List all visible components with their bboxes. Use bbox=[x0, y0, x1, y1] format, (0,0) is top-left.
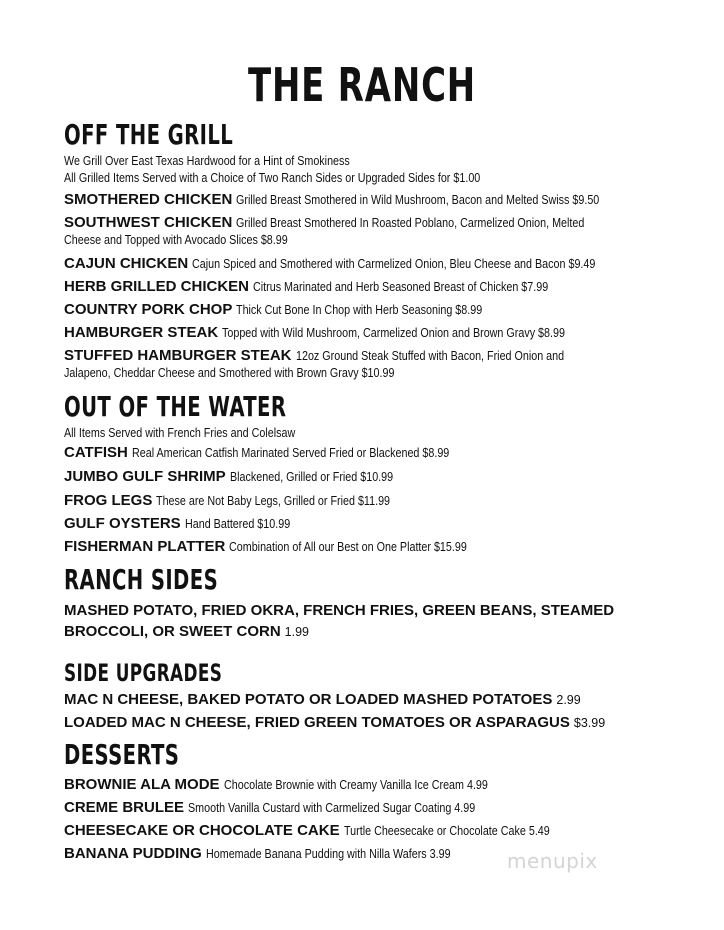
menu-item bbox=[64, 255, 664, 273]
section-heading-desserts: DESSERTS bbox=[64, 738, 180, 771]
menu-item bbox=[64, 492, 664, 510]
item-description-continued: Jalapeno, Cheddar Cheese and Smothered with Brown Gravy $10.99 bbox=[64, 366, 395, 380]
item-description: Chocolate Brownie with Creamy Vanilla Ice Cream 4.99 bbox=[223, 778, 488, 792]
item-description: Combination of All our Best on One Platter $15.99 bbox=[229, 540, 468, 554]
menu-title: THE RANCH bbox=[247, 58, 477, 112]
item-name: BANANA PUDDING bbox=[64, 845, 202, 862]
ranch-sides-list-line-1: MASHED POTATO, FRIED OKRA, FRENCH FRIES, GREEN BEANS, STEAMED bbox=[64, 602, 615, 619]
menu-item bbox=[64, 444, 664, 462]
item-name: FROG LEGS bbox=[64, 492, 153, 509]
ranch-sides-price: 1.99 bbox=[284, 625, 310, 639]
section-heading-out-of-the-water: OUT OF THE WATER bbox=[64, 390, 287, 423]
item-price: $3.99 bbox=[573, 716, 606, 730]
item-description: Citrus Marinated and Herb Seasoned Breast of Chicken $7.99 bbox=[253, 280, 549, 294]
item-description: Real American Catfish Marinated Served Fried or Blackened $8.99 bbox=[131, 446, 450, 460]
ranch-sides-list-line-2 bbox=[64, 623, 664, 641]
menu-item bbox=[64, 776, 664, 794]
menu-item bbox=[64, 799, 664, 817]
item-name: CHEESECAKE OR CHOCOLATE CAKE bbox=[64, 822, 340, 839]
item-name: HAMBURGER STEAK bbox=[64, 324, 219, 341]
item-name: BROWNIE ALA MODE bbox=[64, 776, 220, 793]
item-description: Homemade Banana Pudding with Nilla Wafers 3.99 bbox=[205, 847, 451, 861]
item-name: JUMBO GULF SHRIMP bbox=[64, 468, 226, 485]
menu-item bbox=[64, 324, 664, 342]
item-description: These are Not Baby Legs, Grilled or Fried $11.99 bbox=[156, 494, 391, 508]
ranch-sides-names: BROCCOLI, OR SWEET CORN bbox=[64, 623, 281, 640]
grill-intro-line-1: We Grill Over East Texas Hardwood for a Hint of Smokiness bbox=[64, 154, 350, 168]
item-price: 2.99 bbox=[556, 693, 581, 707]
item-name: LOADED MAC N CHEESE, FRIED GREEN TOMATOES OR ASPARAGUS bbox=[64, 714, 570, 731]
item-description: Thick Cut Bone In Chop with Herb Seasoning $8.99 bbox=[236, 303, 483, 317]
item-description-continued: Cheese and Topped with Avocado Slices $8.99 bbox=[64, 233, 288, 247]
item-name: SOUTHWEST CHICKEN bbox=[64, 214, 233, 231]
item-description: Grilled Breast Smothered In Roasted Poblano, Carmelized Onion, Melted bbox=[236, 216, 585, 230]
menu-item bbox=[64, 691, 664, 709]
section-heading-side-upgrades: SIDE UPGRADES bbox=[64, 659, 223, 687]
item-description: Hand Battered $10.99 bbox=[184, 517, 290, 531]
item-name: COUNTRY PORK CHOP bbox=[64, 301, 233, 318]
water-intro: All Items Served with French Fries and Colelsaw bbox=[64, 426, 296, 440]
item-name: STUFFED HAMBURGER STEAK bbox=[64, 347, 292, 364]
menu-item bbox=[64, 515, 664, 533]
menu-item bbox=[64, 278, 664, 296]
menu-item bbox=[64, 468, 664, 486]
menu-item bbox=[64, 714, 664, 732]
item-name: HERB GRILLED CHICKEN bbox=[64, 278, 250, 295]
menu-item bbox=[64, 538, 664, 556]
item-description: Smooth Vanilla Custard with Carmelized Sugar Coating 4.99 bbox=[188, 801, 476, 815]
menu-item bbox=[64, 301, 664, 319]
item-description: Grilled Breast Smothered in Wild Mushroom, Bacon and Melted Swiss $9.50 bbox=[236, 193, 600, 207]
section-heading-off-the-grill: OFF THE GRILL bbox=[64, 118, 234, 151]
menu-item bbox=[64, 347, 664, 365]
item-name: CATFISH bbox=[64, 444, 128, 461]
item-name: SMOTHERED CHICKEN bbox=[64, 191, 233, 208]
item-name: FISHERMAN PLATTER bbox=[64, 538, 226, 555]
item-description: Blackened, Grilled or Fried $10.99 bbox=[229, 470, 393, 484]
item-description: Topped with Wild Mushroom, Carmelized Onion and Brown Gravy $8.99 bbox=[222, 326, 566, 340]
item-description: 12oz Ground Steak Stuffed with Bacon, Fried Onion and bbox=[295, 349, 564, 363]
menu-item bbox=[64, 191, 664, 209]
menu-item bbox=[64, 214, 664, 232]
item-name: MAC N CHEESE, BAKED POTATO OR LOADED MASHED POTATOES bbox=[64, 691, 553, 708]
item-name: CAJUN CHICKEN bbox=[64, 255, 189, 272]
item-description: Turtle Cheesecake or Chocolate Cake 5.49 bbox=[343, 824, 550, 838]
section-heading-ranch-sides: RANCH SIDES bbox=[64, 563, 219, 596]
grill-intro-line-2: All Grilled Items Served with a Choice of Two Ranch Sides or Upgraded Sides for $1.00 bbox=[64, 171, 481, 185]
item-description: Cajun Spiced and Smothered with Carmelized Onion, Bleu Cheese and Bacon $9.49 bbox=[192, 257, 596, 271]
menu-item bbox=[64, 822, 664, 840]
menupix-watermark: menupix bbox=[507, 849, 598, 873]
item-name: GULF OYSTERS bbox=[64, 515, 181, 532]
item-name: CREME BRULEE bbox=[64, 799, 185, 816]
